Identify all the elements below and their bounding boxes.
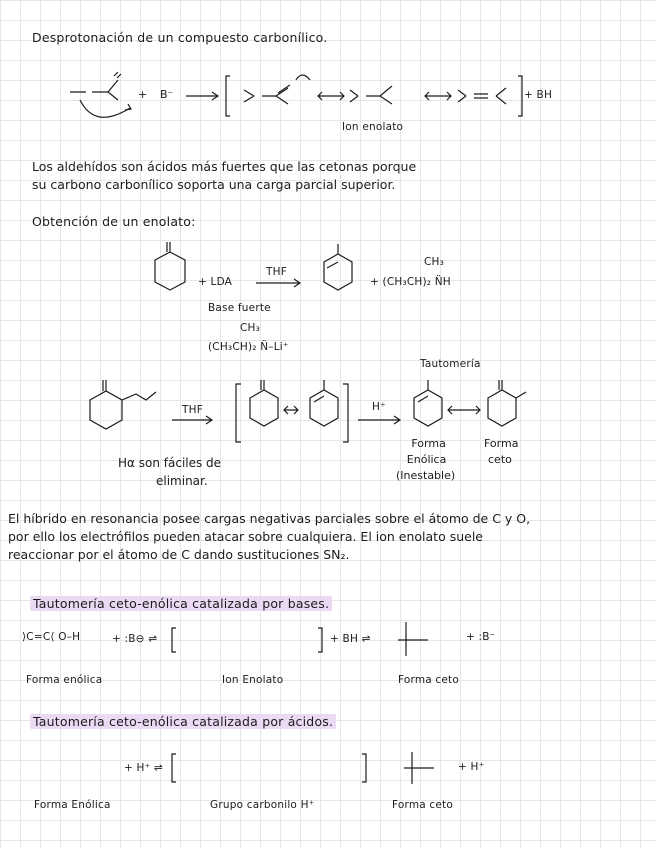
amine-ch3: CH₃ <box>424 256 445 268</box>
label-line: Forma <box>484 437 519 450</box>
highlighted-title: Tautomería ceto-enólica catalizada por bases. <box>30 596 332 611</box>
label-line: Forma <box>411 437 446 450</box>
highlighted-title: Tautomería ceto-enólica catalizada por ácidos. <box>30 714 336 729</box>
label-line: ceto <box>488 453 512 466</box>
amine-product: + (CH₃CH)₂ N̈H <box>370 276 451 288</box>
bh-reagent: + BH ⇌ <box>330 633 371 645</box>
paragraph-line: Los aldehídos son ácidos más fuertes que las cetonas porque <box>32 159 417 174</box>
enolate-label: Ion enolato <box>342 121 404 133</box>
section-title-acid-catalyzed <box>30 714 336 729</box>
thf-label: THF <box>266 266 287 278</box>
base-fuerte-label: Base fuerte <box>208 302 271 314</box>
label-enol-form-acid: Forma Enólica <box>34 799 111 811</box>
keto-form-label <box>484 436 518 468</box>
hplus-reagent: + H⁺ ⇌ <box>124 762 163 774</box>
section-title-enolate-formation: Obtención de un enolato: <box>32 214 196 229</box>
note-line: Hα son fáciles de <box>118 456 222 470</box>
paragraph-line: reaccionar por el átomo de C dando sustituciones SN₂. <box>8 547 350 562</box>
hplus-product: + H⁺ <box>458 761 485 773</box>
base-product: + :B⁻ <box>466 631 496 643</box>
base-reagent: + :B⊖ ⇌ <box>112 633 158 645</box>
plus-sign: + <box>138 88 148 101</box>
paragraph-line: su carbono carbonílico soporta una carga parcial superior. <box>32 177 396 192</box>
thf-label-2: THF <box>182 404 203 416</box>
lda-ch3: CH₃ <box>240 322 261 334</box>
h-alpha-note <box>118 454 221 490</box>
aldehyde-acidity-paragraph <box>32 158 416 194</box>
base-label: B⁻ <box>160 88 174 101</box>
label-keto-form-acid: Forma ceto <box>392 799 453 811</box>
label-enolate-ion: Ion Enolato <box>222 674 284 686</box>
enol-structure: ⟩C=C⟨ O–H <box>22 631 81 643</box>
section-title-deprotonation: Desprotonación de un compuesto carbonílico. <box>32 30 328 45</box>
resonance-hybrid-paragraph <box>8 510 530 564</box>
tautomeria-label: Tautomería <box>420 358 481 370</box>
label-line: Enólica <box>406 453 447 466</box>
enol-form-label <box>396 436 455 484</box>
section-title-base-catalyzed <box>30 596 332 611</box>
paragraph-line: El híbrido en resonancia posee cargas negativas parciales sobre el átomo de C y O, <box>8 511 531 526</box>
label-enol-form: Forma enólica <box>26 674 103 686</box>
hplus-label: H⁺ <box>372 401 386 413</box>
lda-reagent: + LDA <box>198 276 233 288</box>
lda-formula: (CH₃CH)₂ N̈–Li⁺ <box>208 341 289 353</box>
note-line: eliminar. <box>156 474 208 488</box>
label-keto-form: Forma ceto <box>398 674 459 686</box>
label-protonated-carbonyl: Grupo carbonilo H⁺ <box>210 799 315 811</box>
label-line: (Inestable) <box>396 469 456 482</box>
bh-product: + BH <box>524 89 553 101</box>
paragraph-line: por ello los electrófilos pueden atacar sobre cualquiera. El ion enolato suele <box>8 529 483 544</box>
